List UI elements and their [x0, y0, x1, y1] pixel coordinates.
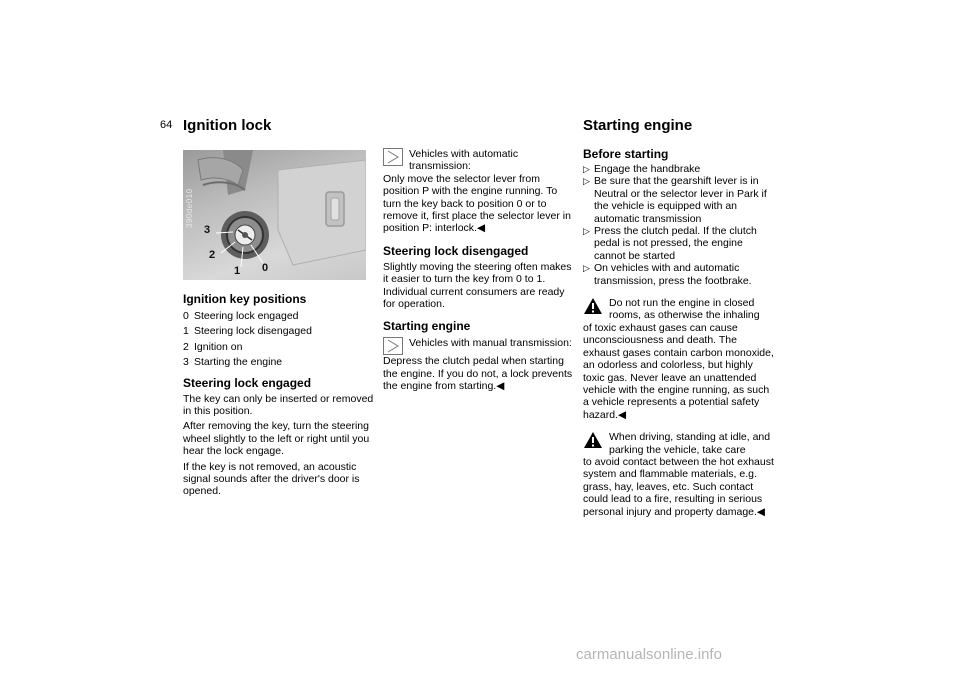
- bullet-icon: ▷: [583, 164, 590, 174]
- note-lead: Vehicles with automatic transmission:: [409, 148, 519, 173]
- figure-label-2: 2: [209, 249, 216, 261]
- ignition-lock-illustration: [183, 150, 366, 280]
- list-item: [183, 325, 375, 337]
- list-item: [183, 310, 375, 322]
- warning-triangle-icon: [583, 431, 609, 456]
- lock-engaged-body: [183, 393, 375, 498]
- figure-label-0: 0: [262, 262, 269, 274]
- warning-triangle-icon: [583, 297, 609, 322]
- paragraph: Individual current consumers are ready for operation.: [383, 285, 565, 311]
- warning-body: of toxic exhaust gases can cause unconsciousness and death. The exhaust gases contain carbon monoxide, an odorless and colorless, but highly toxic gas. Never leave an unattended vehicle with the engine running, as such a vehicle represents a potential safety hazard.◀: [583, 321, 774, 421]
- paragraph: The key can only be inserted or removed in this position.: [183, 392, 374, 418]
- paragraph: Slightly moving the steering often makes it easier to turn the key from 0 to 1.: [383, 260, 572, 286]
- list-item: [583, 163, 775, 175]
- list-item: [583, 262, 775, 287]
- list-item-text: Steering lock engaged: [194, 310, 299, 322]
- bullet-icon: ▷: [583, 176, 590, 187]
- key-positions-list: [183, 310, 375, 369]
- list-item-number: 1: [183, 325, 189, 338]
- list-item: [183, 341, 375, 353]
- lock-engaged-heading: Steering lock engaged: [183, 375, 312, 390]
- list-item-number: 2: [183, 340, 189, 353]
- list-item: [583, 175, 775, 225]
- ignition-lock-figure: [183, 150, 366, 280]
- list-item-text: Press the clutch pedal. If the clutch pedal is not pressed, the engine cannot be started: [594, 225, 757, 262]
- list-item-text: Steering lock disengaged: [194, 325, 312, 338]
- watermark: carmanualsonline.info: [576, 646, 722, 663]
- warning-header: [583, 431, 775, 456]
- warning-lead: Do not run the engine in closed rooms, as otherwise the inhaling: [609, 297, 760, 322]
- warning-body: to avoid contact between the hot exhaust system and flammable materials, e.g. grass, hay, leaves, etc. Such contact could lead to a fire, resulting in serious personal injury and property damage.◀: [583, 455, 774, 518]
- right-column: [583, 147, 775, 518]
- key-positions-heading: Ignition key positions: [183, 292, 307, 306]
- lock-disengaged-heading: Steering lock disengaged: [383, 243, 529, 258]
- warning-closed-rooms: [583, 297, 775, 421]
- lock-disengaged-body: [383, 261, 575, 311]
- key-positions-section: [183, 292, 375, 498]
- paragraph: After removing the key, turn the steering wheel slightly to the left or right until you hear the lock engage.: [183, 420, 370, 458]
- warning-hot-exhaust: [583, 431, 775, 518]
- list-item-text: Be sure that the gearshift lever is in Neutral or the selector lever in Park if the vehicle is equipped with an automatic transmission: [594, 175, 767, 225]
- automatic-transmission-note: [383, 148, 575, 235]
- figure-code: 390de010: [185, 188, 194, 228]
- paragraph: If the key is not removed, an acoustic signal sounds after the driver's door is opened.: [183, 460, 360, 498]
- note-body: Only move the selector lever from position P with the engine running. To turn the key back to position 0 or to remove it, first place the selector lever in position P: interlock.◀: [383, 172, 571, 235]
- list-item-text: Starting the engine: [194, 356, 283, 369]
- page-number: 64: [160, 119, 173, 131]
- note-header: [383, 337, 575, 355]
- list-item-text: Engage the handbrake: [594, 163, 701, 175]
- note-pointer-icon: [383, 337, 409, 355]
- list-item: [183, 356, 375, 368]
- figure-label-1: 1: [234, 265, 241, 277]
- list-item-text: On vehicles with and automatic transmission, press the footbrake.: [594, 262, 752, 287]
- figure-label-3: 3: [204, 224, 211, 236]
- list-item-number: 3: [183, 356, 189, 369]
- note-pointer-icon: [383, 148, 409, 173]
- before-starting-heading: Before starting: [583, 147, 669, 161]
- list-item: [583, 225, 775, 262]
- manual-transmission-note: [383, 337, 575, 392]
- middle-column: [383, 148, 575, 393]
- before-starting-list: [583, 163, 775, 287]
- bullet-icon: ▷: [583, 263, 590, 274]
- warning-lead: When driving, standing at idle, and parking the vehicle, take care: [609, 431, 771, 456]
- section-title-ignition-lock: Ignition lock: [183, 117, 272, 134]
- starting-engine-subheading: Starting engine: [383, 319, 471, 334]
- bullet-icon: ▷: [583, 226, 590, 237]
- section-title-starting-engine: Starting engine: [583, 117, 693, 134]
- note-body: Depress the clutch pedal when starting the engine. If you do not, a lock prevents the engine from starting.◀: [383, 355, 573, 393]
- list-item-number: 0: [183, 310, 189, 322]
- warning-header: [583, 297, 775, 322]
- note-header: [383, 148, 575, 173]
- list-item-text: Ignition on: [194, 340, 243, 353]
- note-lead: Vehicles with manual transmission:: [409, 337, 572, 350]
